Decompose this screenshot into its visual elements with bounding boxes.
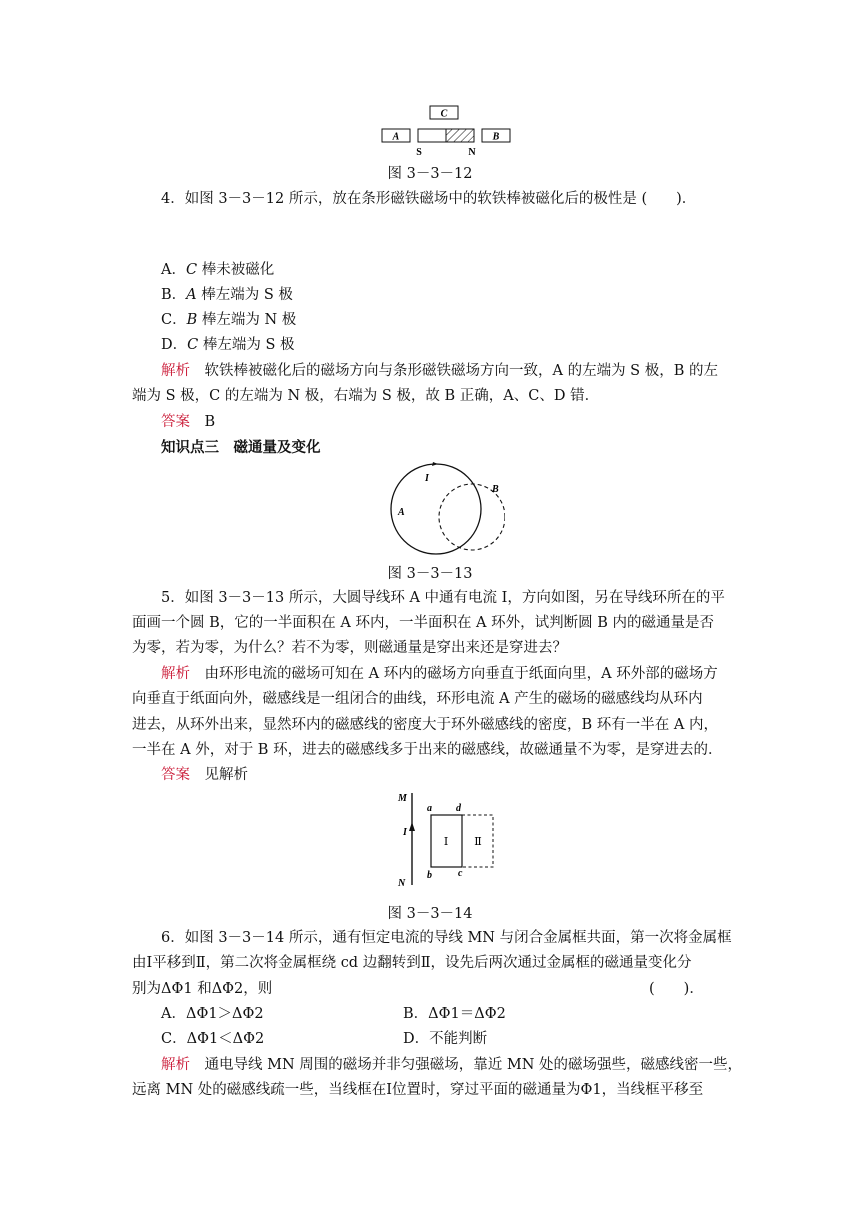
- question-stem: 4．如图 3－3－12 所示，放在条形磁铁磁场中的软铁棒被磁化后的极性是 ( )．: [161, 191, 697, 207]
- label-c: c: [458, 868, 463, 879]
- figure-3-3-13: [385, 462, 505, 557]
- label-c: C: [440, 108, 448, 120]
- figure-caption: 图 3－3－12: [387, 166, 473, 182]
- analysis-line: 解析 由环形电流的磁场可知在 A 环内的磁场方向垂直于纸面向里，A 环外部的磁场方: [161, 666, 718, 682]
- analysis-line: 向垂直于纸面向外，磁感线是一组闭合的曲线，环形电流 A 产生的磁场的磁感线均从环内: [132, 691, 703, 707]
- figure-caption: 图 3－3－13: [387, 566, 473, 582]
- question-stem-line: 5．如图 3－3－13 所示，大圆导线环 A 中通有电流 I，方向如图，另在导线环所在的平: [161, 590, 725, 606]
- section-heading: 知识点三 磁通量及变化: [161, 440, 321, 456]
- label-n: N: [398, 878, 406, 889]
- question-stem-line: 由Ⅰ平移到Ⅱ，第二次将金属框绕 cd 边翻转到Ⅱ，设先后两次通过金属框的磁通量变化分: [132, 955, 692, 971]
- analysis-line: 一半在 A 外，对于 B 环，进去的磁感线多于出来的磁感线，故磁通量不为零，是穿进去的．: [132, 742, 723, 758]
- magnet-n: [446, 129, 474, 142]
- option-a: A．C 棒未被磁化: [161, 262, 275, 278]
- option-a: A．ΔΦ1＞ΔΦ2: [161, 1006, 264, 1022]
- analysis-label: 解析: [161, 1057, 190, 1073]
- question-stem-line: 6．如图 3－3－14 所示，通有恒定电流的导线 MN 与闭合金属框共面，第一次将金属框: [161, 930, 732, 946]
- label-a: A: [398, 507, 405, 518]
- answer-line: [161, 766, 248, 784]
- label-s: S: [416, 147, 422, 158]
- analysis-label: 解析: [161, 666, 190, 682]
- label-region-1: Ⅰ: [443, 836, 449, 848]
- answer-line: [161, 413, 215, 431]
- label-m: M: [398, 793, 407, 804]
- option-b: B．ΔΦ1＝ΔΦ2: [403, 1006, 506, 1022]
- answer-label: 答案: [161, 414, 190, 430]
- question-stem-line: 面画一个圆 B，它的一半面积在 A 环内，一半面积在 A 环外，试判断圆 B 内的磁通量是否: [132, 615, 715, 631]
- label-b: b: [427, 870, 432, 881]
- option-b: B．A 棒左端为 S 极: [161, 287, 293, 303]
- label-b: B: [492, 131, 500, 143]
- analysis-line: 远离 MN 处的磁感线疏一些，当线框在Ⅰ位置时，穿过平面的磁通量为Φ1，当线框平移至: [132, 1082, 704, 1098]
- label-a: A: [392, 131, 400, 143]
- magnet-s: [418, 129, 446, 142]
- option-d: D．C 棒左端为 S 极: [161, 337, 295, 353]
- figure-3-3-14: [390, 787, 500, 892]
- option-d: D．不能判断: [403, 1031, 488, 1047]
- figure-caption: 图 3－3－14: [387, 906, 473, 922]
- analysis-line: 端为 S 极，C 的左端为 N 极，右端为 S 极，故 B 正确，A、C、D 错．: [132, 388, 600, 404]
- option-c: C．ΔΦ1＜ΔΦ2: [161, 1031, 265, 1047]
- current-arrow-icon: [409, 822, 415, 831]
- label-i: I: [425, 473, 429, 484]
- label-a: a: [427, 803, 432, 814]
- option-c: C．B 棒左端为 N 极: [161, 312, 297, 328]
- analysis-line: 进去，从环外出来，显然环内的磁感线的密度大于环外磁感线的密度，B 环有一半在 A 内，: [132, 717, 718, 733]
- answer-bracket: ( )．: [649, 981, 704, 997]
- figure-3-3-12: [375, 100, 525, 160]
- answer-value: 见解析: [204, 767, 248, 783]
- analysis-label: 解析: [161, 363, 190, 379]
- analysis-line: 解析 软铁棒被磁化后的磁场方向与条形磁铁磁场方向一致，A 的左端为 S 极，B 的左: [161, 363, 718, 379]
- question-stem-line: 别为ΔΦ1 和ΔΦ2，则: [132, 981, 273, 997]
- answer-value: B: [204, 414, 216, 430]
- label-region-2: Ⅱ: [474, 836, 482, 848]
- answer-label: 答案: [161, 767, 190, 783]
- analysis-line: 解析 通电导线 MN 周围的磁场并非匀强磁场，靠近 MN 处的磁场强些，磁感线密一些，: [161, 1057, 743, 1073]
- label-d: d: [456, 803, 461, 814]
- current-arrow-icon: [432, 462, 438, 466]
- label-b: B: [492, 484, 499, 495]
- label-i: I: [403, 827, 407, 838]
- label-n: N: [468, 147, 476, 158]
- question-stem-line: 为零，若为零，为什么？若不为零，则磁通量是穿出来还是穿进去？: [132, 640, 567, 656]
